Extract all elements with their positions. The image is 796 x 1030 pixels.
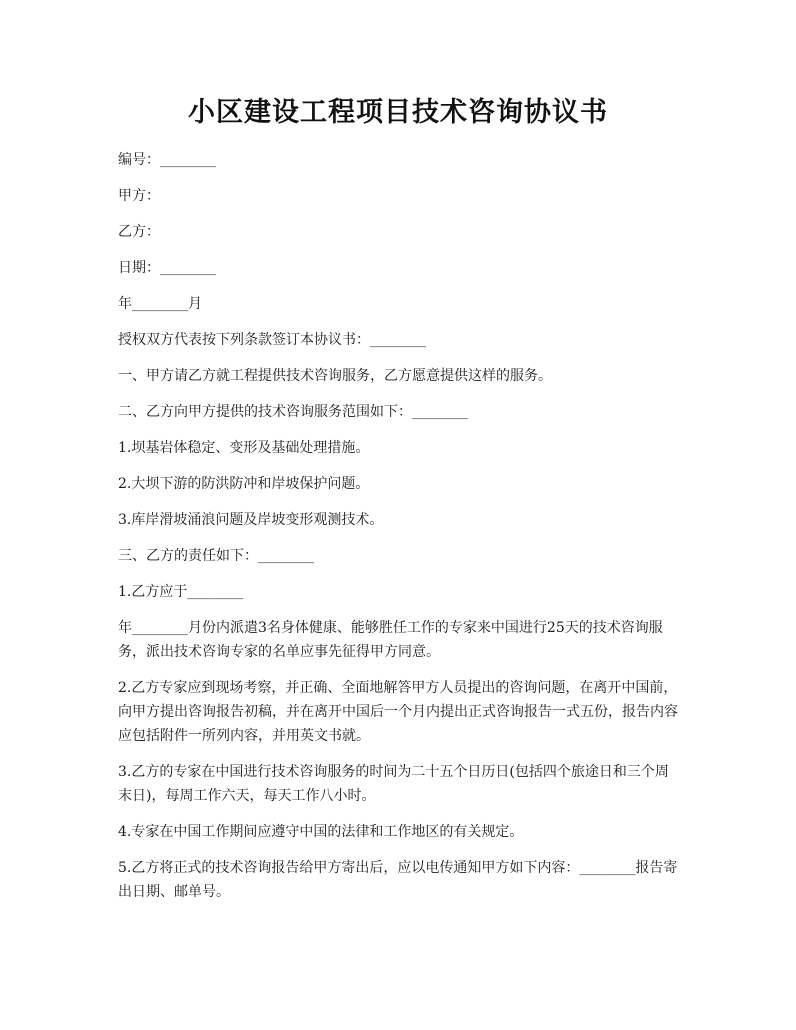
- clause-2-item-2: 2.大坝下游的防洪防冲和岸坡保护问题。: [118, 476, 370, 492]
- clause-3-item-1: 1.乙方应于________: [118, 584, 244, 600]
- clause-1: 一、甲方请乙方就工程提供技术咨询服务，乙方愿意提供这样的服务。: [118, 368, 552, 384]
- clause-3-item-4: 4.专家在中国工作期间应遵守中国的法律和工作地区的有关规定。: [118, 824, 524, 840]
- document-body: [118, 148, 678, 904]
- field-year-month: 年________月: [118, 296, 202, 312]
- clause-3-item-2: 2.乙方专家应到现场考察，并正确、全面地解答甲方人员提出的咨询问题，在离开中国前，向甲方提出咨询报告初稿，并在离开中国后一个月内提出正式咨询报告一式五份，报告内容应包括附件一所列内容，并用英文书就。: [118, 680, 678, 744]
- clause-3: 三、乙方的责任如下：________: [118, 548, 314, 564]
- preamble: 授权双方代表按下列条款签订本协议书：________: [118, 332, 426, 348]
- field-party-b: 乙方：: [118, 224, 160, 240]
- clause-2-item-3: 3.库岸滑坡涌浪问题及岸坡变形观测技术。: [118, 512, 384, 528]
- clause-3-item-5: 5.乙方将正式的技术咨询报告给甲方寄出后，应以电传通知甲方如下内容：________报告寄出日期、邮单号。: [118, 860, 678, 900]
- field-number: 编号：________: [118, 152, 216, 168]
- field-party-a: 甲方：: [118, 188, 160, 204]
- document-title: 小区建设工程项目技术咨询协议书: [188, 97, 608, 128]
- clause-2: 二、乙方向甲方提供的技术咨询服务范围如下：________: [118, 404, 468, 420]
- clause-3-item-1-cont: 年________月份内派遣3名身体健康、能够胜任工作的专家来中国进行25天的技术咨询服务，派出技术咨询专家的名单应事先征得甲方同意。: [118, 620, 663, 660]
- clause-3-item-3: 3.乙方的专家在中国进行技术咨询服务的时间为二十五个日历日(包括四个旅途日和三个周末日)，每周工作六天，每天工作八小时。: [118, 764, 669, 804]
- clause-2-item-1: 1.坝基岩体稳定、变形及基础处理措施。: [118, 440, 370, 456]
- field-date: 日期：________: [118, 260, 216, 276]
